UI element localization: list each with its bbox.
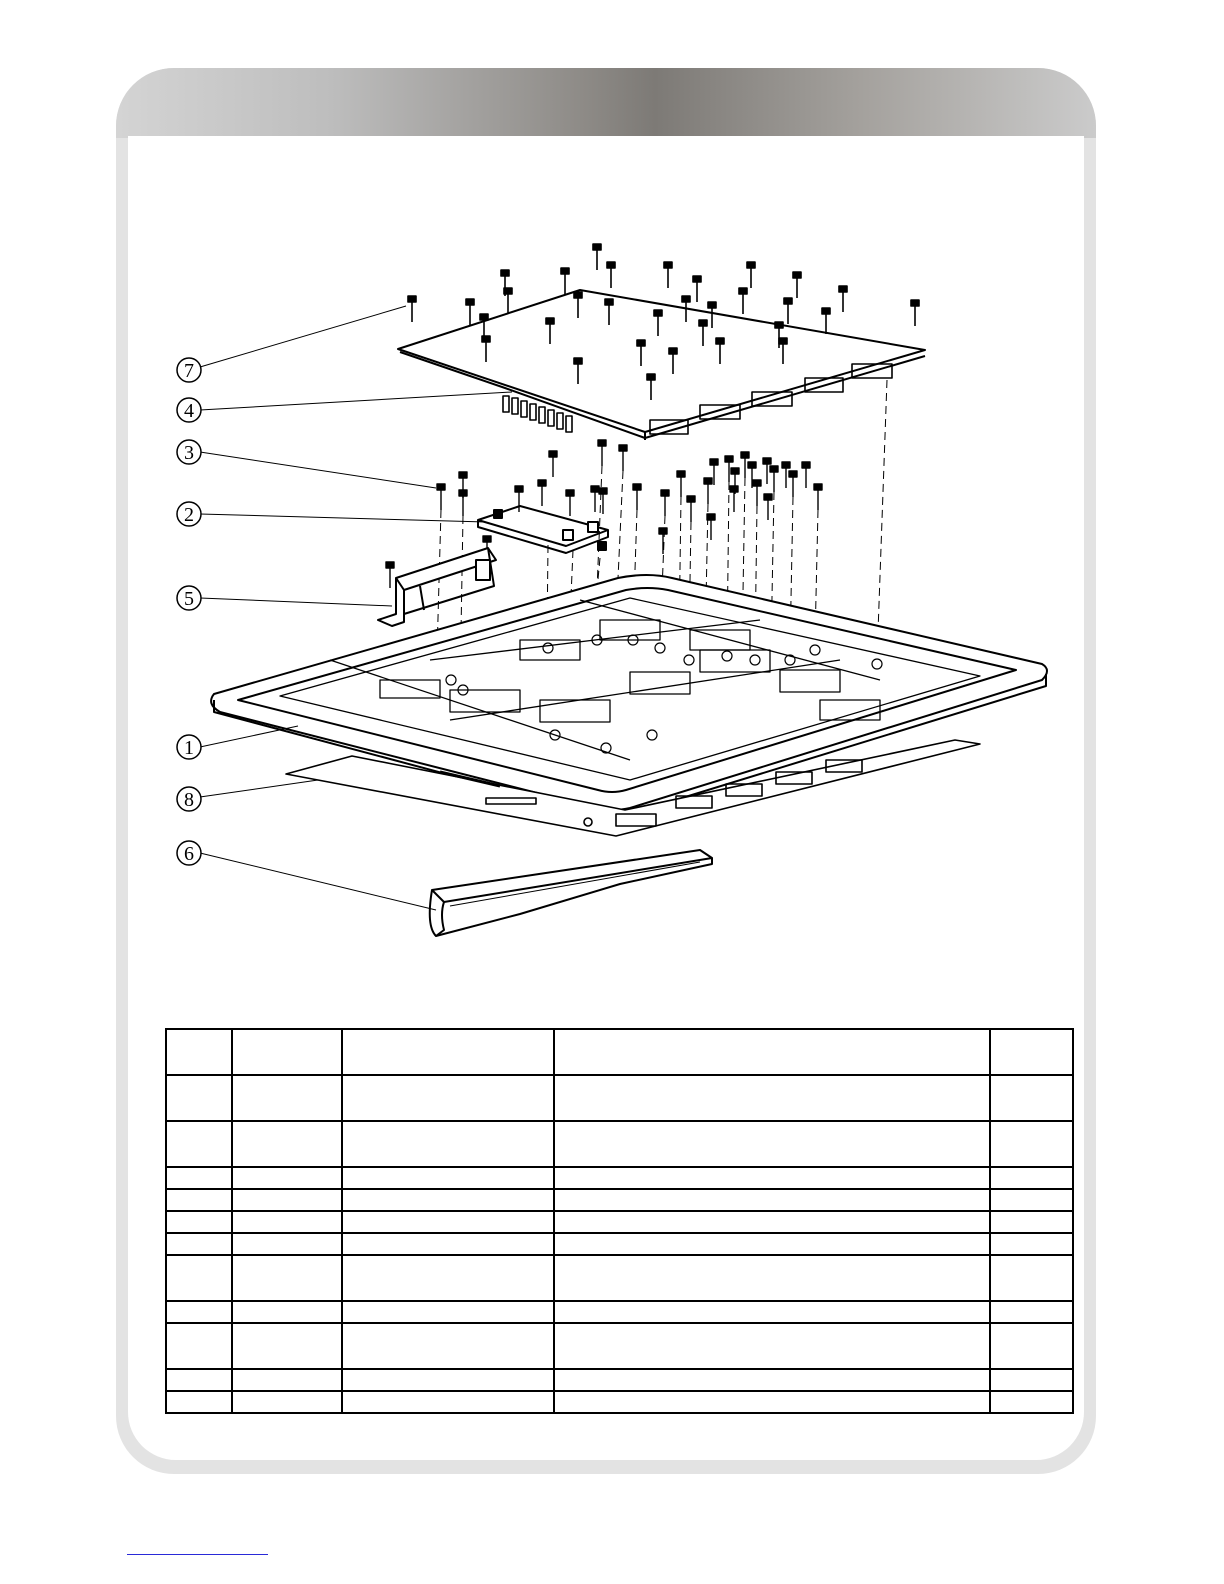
callout-7: [177, 358, 201, 382]
table-cell: [990, 1121, 1073, 1167]
svg-text:5: 5: [184, 588, 194, 610]
table-cell: [342, 1211, 554, 1233]
table-cell: [554, 1075, 990, 1121]
table-cell: [342, 1167, 554, 1189]
table-cell: [232, 1391, 342, 1413]
table-cell: [232, 1233, 342, 1255]
table-cell: [990, 1369, 1073, 1391]
callout-leaders: [200, 306, 512, 910]
table-cell: [554, 1233, 990, 1255]
table-cell: [232, 1369, 342, 1391]
table-cell: [342, 1391, 554, 1413]
table-cell: [990, 1255, 1073, 1301]
table-cell: [166, 1189, 232, 1211]
table-cell: [342, 1121, 554, 1167]
table-cell: [990, 1233, 1073, 1255]
table-cell: [166, 1255, 232, 1301]
table-cell: [554, 1323, 990, 1369]
table-cell: [554, 1255, 990, 1301]
callout-8: [177, 787, 201, 811]
table-cell: [554, 1391, 990, 1413]
callout-1: [177, 735, 201, 759]
table-cell: [232, 1189, 342, 1211]
table-cell: [554, 1211, 990, 1233]
callout-5: [177, 586, 201, 610]
table-cell: [166, 1121, 232, 1167]
table-cell: [990, 1167, 1073, 1189]
table-cell: [554, 1189, 990, 1211]
header-band: [116, 68, 1096, 138]
table-cell: [166, 1167, 232, 1189]
svg-text:6: 6: [184, 843, 194, 865]
content-panel: [128, 136, 1084, 1460]
callout-2: [177, 502, 201, 526]
parts-list-table: [165, 1028, 1074, 1414]
small-board-part: [478, 506, 608, 553]
table-row: [166, 1301, 1073, 1323]
table-cell: [342, 1233, 554, 1255]
callout-6: [177, 841, 201, 865]
table-row: [166, 1075, 1073, 1121]
table-row: [166, 1255, 1073, 1301]
callout-4: [177, 398, 201, 422]
table-cell: [166, 1301, 232, 1323]
table-cell: [232, 1301, 342, 1323]
bottom-cover-part: [430, 850, 712, 936]
table-cell: [342, 1075, 554, 1121]
svg-text:3: 3: [184, 442, 194, 464]
table-cell: [166, 1029, 232, 1075]
table-cell: [166, 1323, 232, 1369]
svg-text:4: 4: [184, 400, 194, 422]
exploded-view-diagram: [128, 136, 1084, 1016]
page-frame: [116, 68, 1096, 1474]
callout-markers: [177, 358, 201, 865]
table-cell: [990, 1211, 1073, 1233]
table-cell: [554, 1369, 990, 1391]
table-cell: [342, 1323, 554, 1369]
table-row: [166, 1029, 1073, 1075]
table-row: [166, 1167, 1073, 1189]
table-row: [166, 1233, 1073, 1255]
table-cell: [342, 1301, 554, 1323]
table-cell: [990, 1029, 1073, 1075]
table-cell: [166, 1075, 232, 1121]
table-row: [166, 1369, 1073, 1391]
table-row: [166, 1189, 1073, 1211]
svg-text:1: 1: [184, 737, 194, 759]
table-cell: [232, 1211, 342, 1233]
table-cell: [342, 1369, 554, 1391]
table-cell: [166, 1233, 232, 1255]
table-cell: [990, 1391, 1073, 1413]
table-cell: [232, 1255, 342, 1301]
bracket-part: [378, 548, 496, 626]
table-row: [166, 1391, 1073, 1413]
table-cell: [166, 1369, 232, 1391]
table-row: [166, 1323, 1073, 1369]
table-cell: [232, 1029, 342, 1075]
table-cell: [990, 1301, 1073, 1323]
table-cell: [232, 1121, 342, 1167]
svg-text:8: 8: [184, 789, 194, 811]
table-cell: [166, 1211, 232, 1233]
parts-table-body: [166, 1029, 1073, 1413]
table-cell: [554, 1301, 990, 1323]
table-cell: [342, 1029, 554, 1075]
table-cell: [232, 1167, 342, 1189]
table-cell: [990, 1075, 1073, 1121]
table-cell: [990, 1189, 1073, 1211]
table-cell: [554, 1121, 990, 1167]
table-cell: [232, 1075, 342, 1121]
svg-text:7: 7: [184, 360, 194, 382]
callout-3: [177, 440, 201, 464]
table-row: [166, 1121, 1073, 1167]
footer-link-underline[interactable]: [127, 1554, 268, 1555]
table-cell: [166, 1391, 232, 1413]
table-cell: [554, 1167, 990, 1189]
table-cell: [554, 1029, 990, 1075]
table-cell: [990, 1323, 1073, 1369]
table-cell: [232, 1323, 342, 1369]
table-cell: [342, 1255, 554, 1301]
table-cell: [342, 1189, 554, 1211]
table-row: [166, 1211, 1073, 1233]
svg-text:2: 2: [184, 504, 194, 526]
